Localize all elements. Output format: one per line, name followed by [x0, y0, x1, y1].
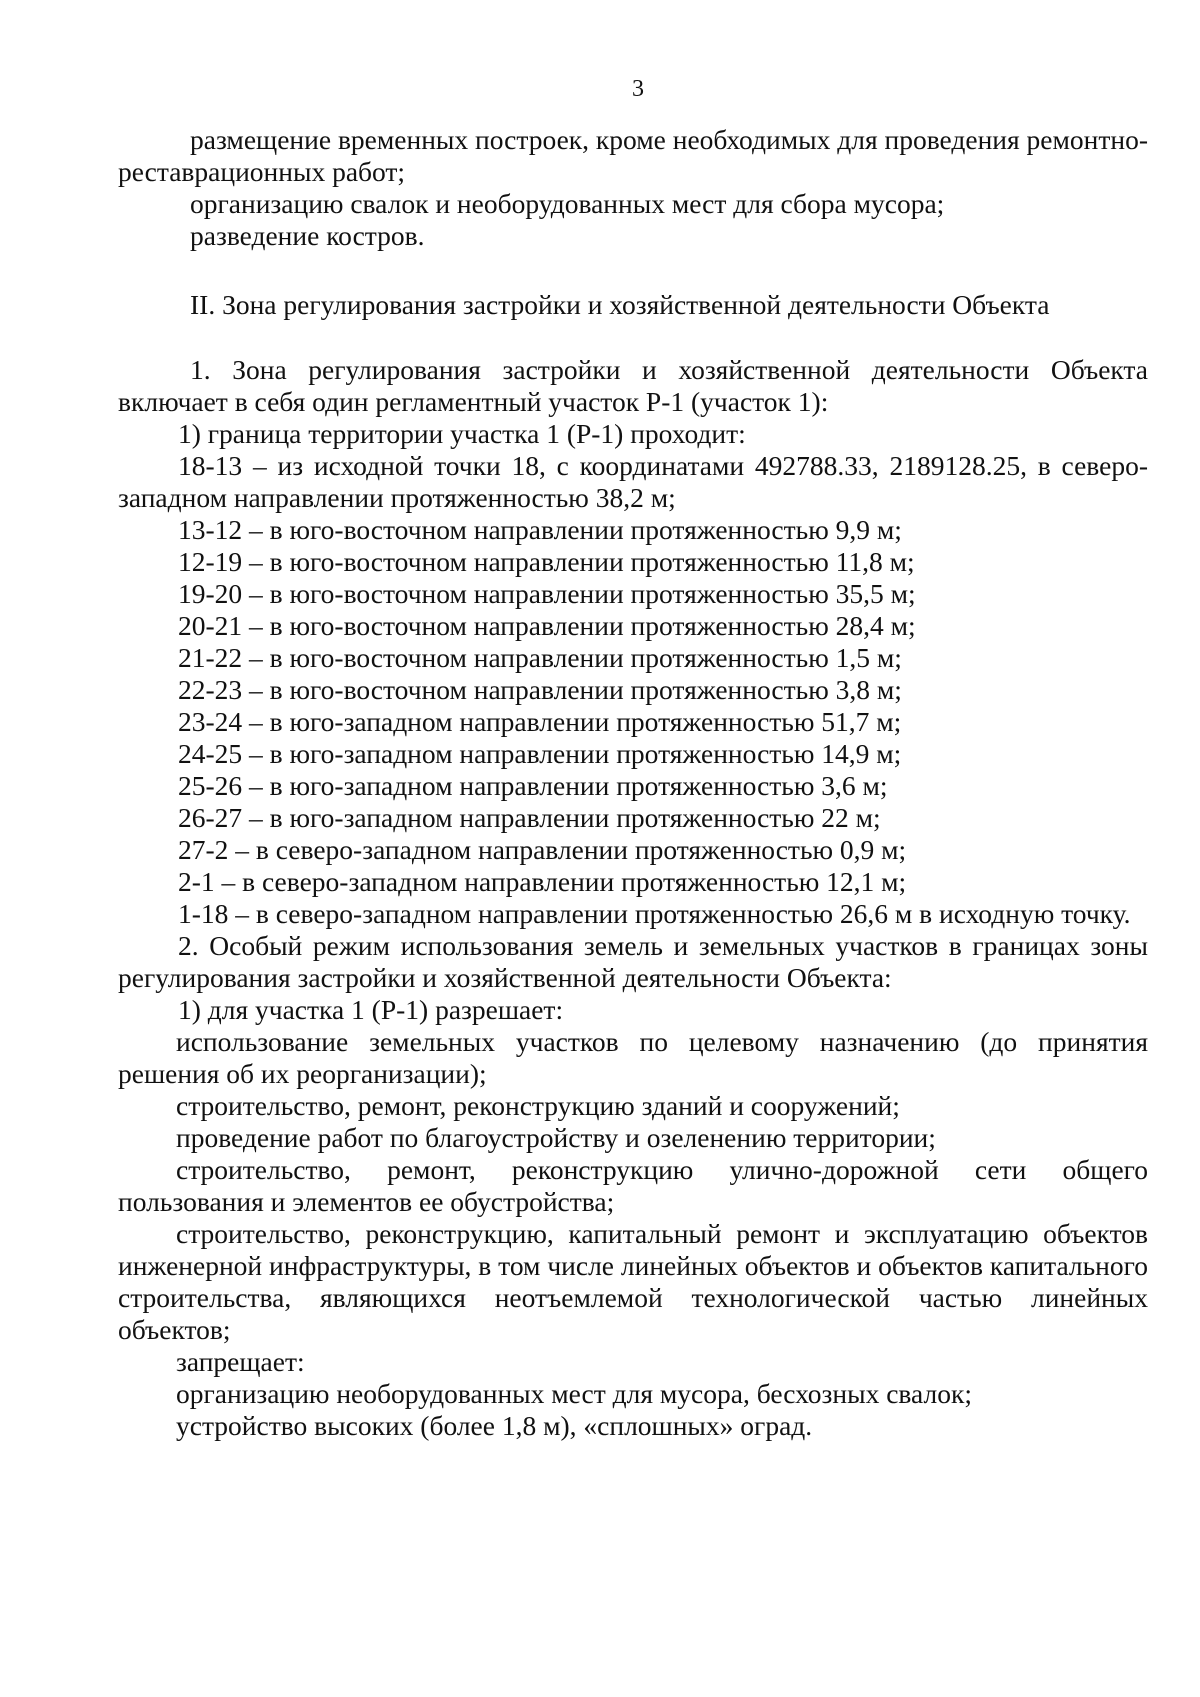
- boundary-segment-23-24: 23-24 – в юго-западном направлении протяженностью 51,7 м;: [178, 706, 902, 737]
- paragraph-prohibits-label: запрещает:: [176, 1346, 305, 1377]
- boundary-segment-19-20: 19-20 – в юго-восточном направлении протяженностью 35,5 м;: [178, 578, 916, 609]
- prohibit-item-fences: устройство высоких (более 1,8 м), «сплошных» оград.: [176, 1410, 813, 1441]
- prohibit-item-dumps: организацию необорудованных мест для мусора, бесхозных свалок;: [176, 1378, 972, 1409]
- boundary-segment-27-2: 27-2 – в северо-западном направлении протяженностью 0,9 м;: [178, 834, 907, 865]
- paragraph-dumps: организацию свалок и необорудованных мест для сбора мусора;: [190, 188, 945, 219]
- paragraph-allows-label: 1) для участка 1 (Р-1) разрешает:: [178, 994, 564, 1025]
- allow-item-infrastructure: строительство, реконструкцию, капитальный ремонт и эксплуатацию объектов инженерной инфраструктуры, в том числе линейных объектов и объектов капитального строительства, являющихся неотъемлемой технологической частью линейных объектов;: [118, 1218, 1148, 1345]
- boundary-segment-18-13: 18-13 – из исходной точки 18, с координатами 492788.33, 2189128.25, в северо-западном направлении протяженностью 38,2 м;: [118, 450, 1148, 513]
- paragraph-special-regime: 2. Особый режим использования земель и земельных участков в границах зоны регулирования застройки и хозяйственной деятельности Объекта:: [118, 930, 1148, 993]
- section-heading: II. Зона регулирования застройки и хозяйственной деятельности Объекта: [190, 289, 1050, 320]
- paragraph-fires: разведение костров.: [190, 220, 425, 251]
- boundary-segment-1-18: 1-18 – в северо-западном направлении протяженностью 26,6 м в исходную точку.: [178, 898, 1131, 929]
- paragraph-zone-intro: 1. Зона регулирования застройки и хозяйственной деятельности Объекта включает в себя один регламентный участок Р-1 (участок 1):: [118, 354, 1148, 417]
- boundary-segment-20-21: 20-21 – в юго-восточном направлении протяженностью 28,4 м;: [178, 610, 916, 641]
- boundary-segment-2-1: 2-1 – в северо-западном направлении протяженностью 12,1 м;: [178, 866, 907, 897]
- paragraph-boundary-label: 1) граница территории участка 1 (Р-1) проходит:: [178, 418, 746, 449]
- boundary-segment-22-23: 22-23 – в юго-восточном направлении протяженностью 3,8 м;: [178, 674, 902, 705]
- allow-item-buildings: строительство, ремонт, реконструкцию зданий и сооружений;: [176, 1090, 900, 1121]
- paragraph-temporary-buildings: [118, 124, 1148, 188]
- boundary-segment-21-22: 21-22 – в юго-восточном направлении протяженностью 1,5 м;: [178, 642, 902, 673]
- allow-item-land-use: использование земельных участков по целевому назначению (до принятия решения об их реорганизации);: [118, 1026, 1148, 1089]
- boundary-segment-25-26: 25-26 – в юго-западном направлении протяженностью 3,6 м;: [178, 770, 888, 801]
- paragraph-text: размещение временных построек, кроме необходимых для проведения ремонтно-реставрационных работ;: [118, 124, 1148, 187]
- boundary-segment-13-12: 13-12 – в юго-восточном направлении протяженностью 9,9 м;: [178, 514, 902, 545]
- boundary-segment-26-27: 26-27 – в юго-западном направлении протяженностью 22 м;: [178, 802, 881, 833]
- allow-item-road-network: строительство, ремонт, реконструкцию улично-дорожной сети общего пользования и элементов ее обустройства;: [118, 1154, 1148, 1217]
- page-number: 3: [632, 76, 644, 102]
- allow-item-landscaping: проведение работ по благоустройству и озеленению территории;: [176, 1122, 936, 1153]
- boundary-segment-24-25: 24-25 – в юго-западном направлении протяженностью 14,9 м;: [178, 738, 902, 769]
- boundary-segment-12-19: 12-19 – в юго-восточном направлении протяженностью 11,8 м;: [178, 546, 915, 577]
- document-body: [118, 124, 1148, 1442]
